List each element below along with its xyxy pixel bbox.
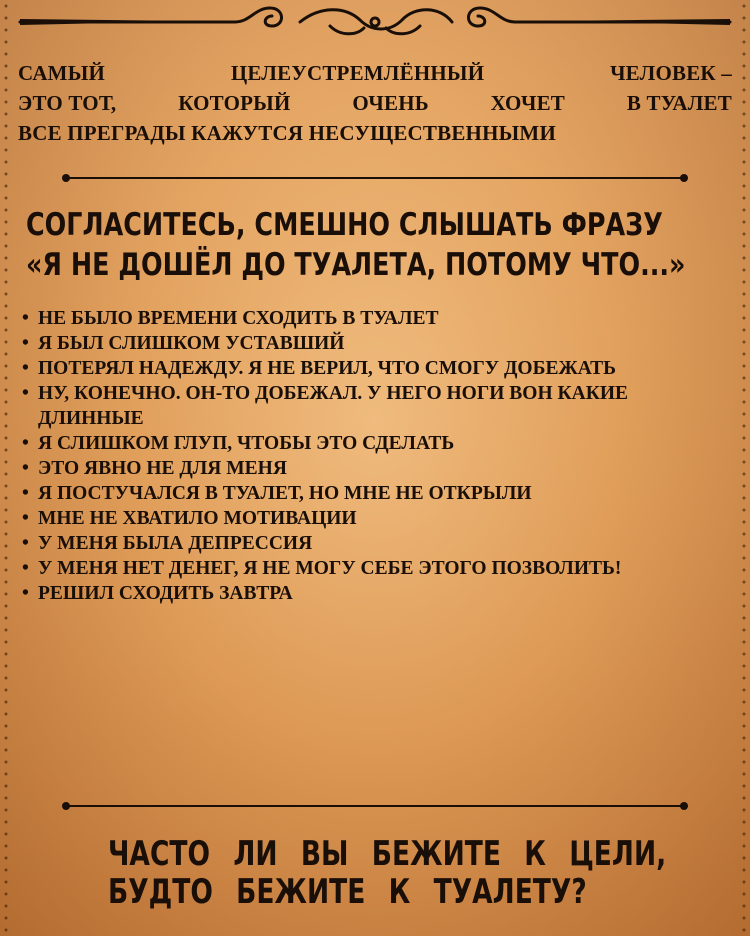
divider-dot: [680, 174, 688, 182]
bullet-icon: •: [22, 383, 29, 404]
list-item: [22, 556, 730, 581]
right-dotted-border: [740, 0, 748, 936]
intro-line-1: [18, 58, 732, 88]
intro-line-3: [18, 118, 732, 148]
intro-word: КОТОРЫЙ: [178, 91, 291, 115]
bullet-icon: •: [22, 558, 29, 579]
bullet-icon: •: [22, 533, 29, 554]
divider-dot: [680, 802, 688, 810]
closing-line-2: БУДТО БЕЖИТЕ К ТУАЛЕТУ?: [108, 872, 587, 912]
intro-word: ЦЕЛЕУСТРЕМЛЁННЫЙ: [230, 61, 485, 85]
closing-line-1: ЧАСТО ЛИ ВЫ БЕЖИТЕ К ЦЕЛИ,: [108, 834, 667, 874]
bullet-icon: •: [22, 483, 29, 504]
divider-dot: [62, 174, 70, 182]
intro-word: ОЧЕНЬ: [352, 91, 429, 115]
list-item-text: НУ, КОНЕЧНО. ОН-ТО ДОБЕЖАЛ. У НЕГО НОГИ ВОН КАКИЕ ДЛИННЫЕ: [38, 383, 629, 429]
intro-word: ХОЧЕТ: [490, 91, 566, 115]
divider-line: [68, 805, 682, 807]
bullet-icon: •: [22, 333, 29, 354]
list-item-text: Я ПОСТУЧАЛСЯ В ТУАЛЕТ, НО МНЕ НЕ ОТКРЫЛИ: [38, 483, 532, 504]
bullet-icon: •: [22, 358, 29, 379]
list-item: [22, 506, 730, 531]
intro-word: ЧЕЛОВЕК –: [610, 61, 732, 85]
list-item-text: РЕШИЛ СХОДИТЬ ЗАВТРА: [38, 583, 293, 604]
list-item: [22, 381, 730, 431]
bullet-icon: •: [22, 308, 29, 329]
divider-top: [62, 172, 688, 184]
list-item: [22, 306, 730, 331]
headline-line-2: «Я НЕ ДОШЁЛ ДО ТУАЛЕТА, ПОТОМУ ЧТО...»: [26, 247, 686, 283]
intro-word: ВСЕ ПРЕГРАДЫ КАЖУТСЯ НЕСУЩЕСТВЕННЫМИ: [18, 121, 556, 145]
divider-bottom: [62, 800, 688, 812]
divider-line: [68, 177, 682, 179]
list-item: [22, 356, 730, 381]
bullet-icon: •: [22, 583, 29, 604]
bullet-icon: •: [22, 458, 29, 479]
list-item: [22, 581, 730, 606]
left-dotted-border: [2, 0, 10, 936]
list-item-text: Я СЛИШКОМ ГЛУП, ЧТОБЫ ЭТО СДЕЛАТЬ: [38, 433, 455, 454]
list-item-text: НЕ БЫЛО ВРЕМЕНИ СХОДИТЬ В ТУАЛЕТ: [38, 308, 439, 329]
list-item-text: У МЕНЯ НЕТ ДЕНЕГ, Я НЕ МОГУ СЕБЕ ЭТОГО ПОЗВОЛИТЬ!: [38, 558, 622, 579]
list-item: [22, 431, 730, 456]
intro-word: В ТУАЛЕТ: [626, 91, 732, 115]
list-item-text: МНЕ НЕ ХВАТИЛО МОТИВАЦИИ: [38, 508, 357, 529]
excuse-list: [22, 306, 730, 606]
bullet-icon: •: [22, 508, 29, 529]
bullet-icon: •: [22, 433, 29, 454]
list-item-text: ПОТЕРЯЛ НАДЕЖДУ. Я НЕ ВЕРИЛ, ЧТО СМОГУ ДОБЕЖАТЬ: [38, 358, 617, 379]
list-item: [22, 531, 730, 556]
intro-line-2: [18, 88, 732, 118]
intro-text: [18, 58, 732, 148]
flourish-ornament: [0, 0, 750, 40]
intro-word: САМЫЙ: [18, 61, 106, 85]
closing-question: [108, 835, 670, 911]
intro-word: ЭТО ТОТ,: [18, 91, 117, 115]
headline-line-1: СОГЛАСИТЕСЬ, СМЕШНО СЛЫШАТЬ ФРАЗУ: [26, 207, 663, 243]
headline: [26, 205, 731, 285]
list-item-text: У МЕНЯ БЫЛА ДЕПРЕССИЯ: [38, 533, 313, 554]
list-item: [22, 456, 730, 481]
divider-dot: [62, 802, 70, 810]
list-item: [22, 331, 730, 356]
list-item-text: ЭТО ЯВНО НЕ ДЛЯ МЕНЯ: [38, 458, 287, 479]
list-item-text: Я БЫЛ СЛИШКОМ УСТАВШИЙ: [38, 333, 345, 354]
list-item: [22, 481, 730, 506]
